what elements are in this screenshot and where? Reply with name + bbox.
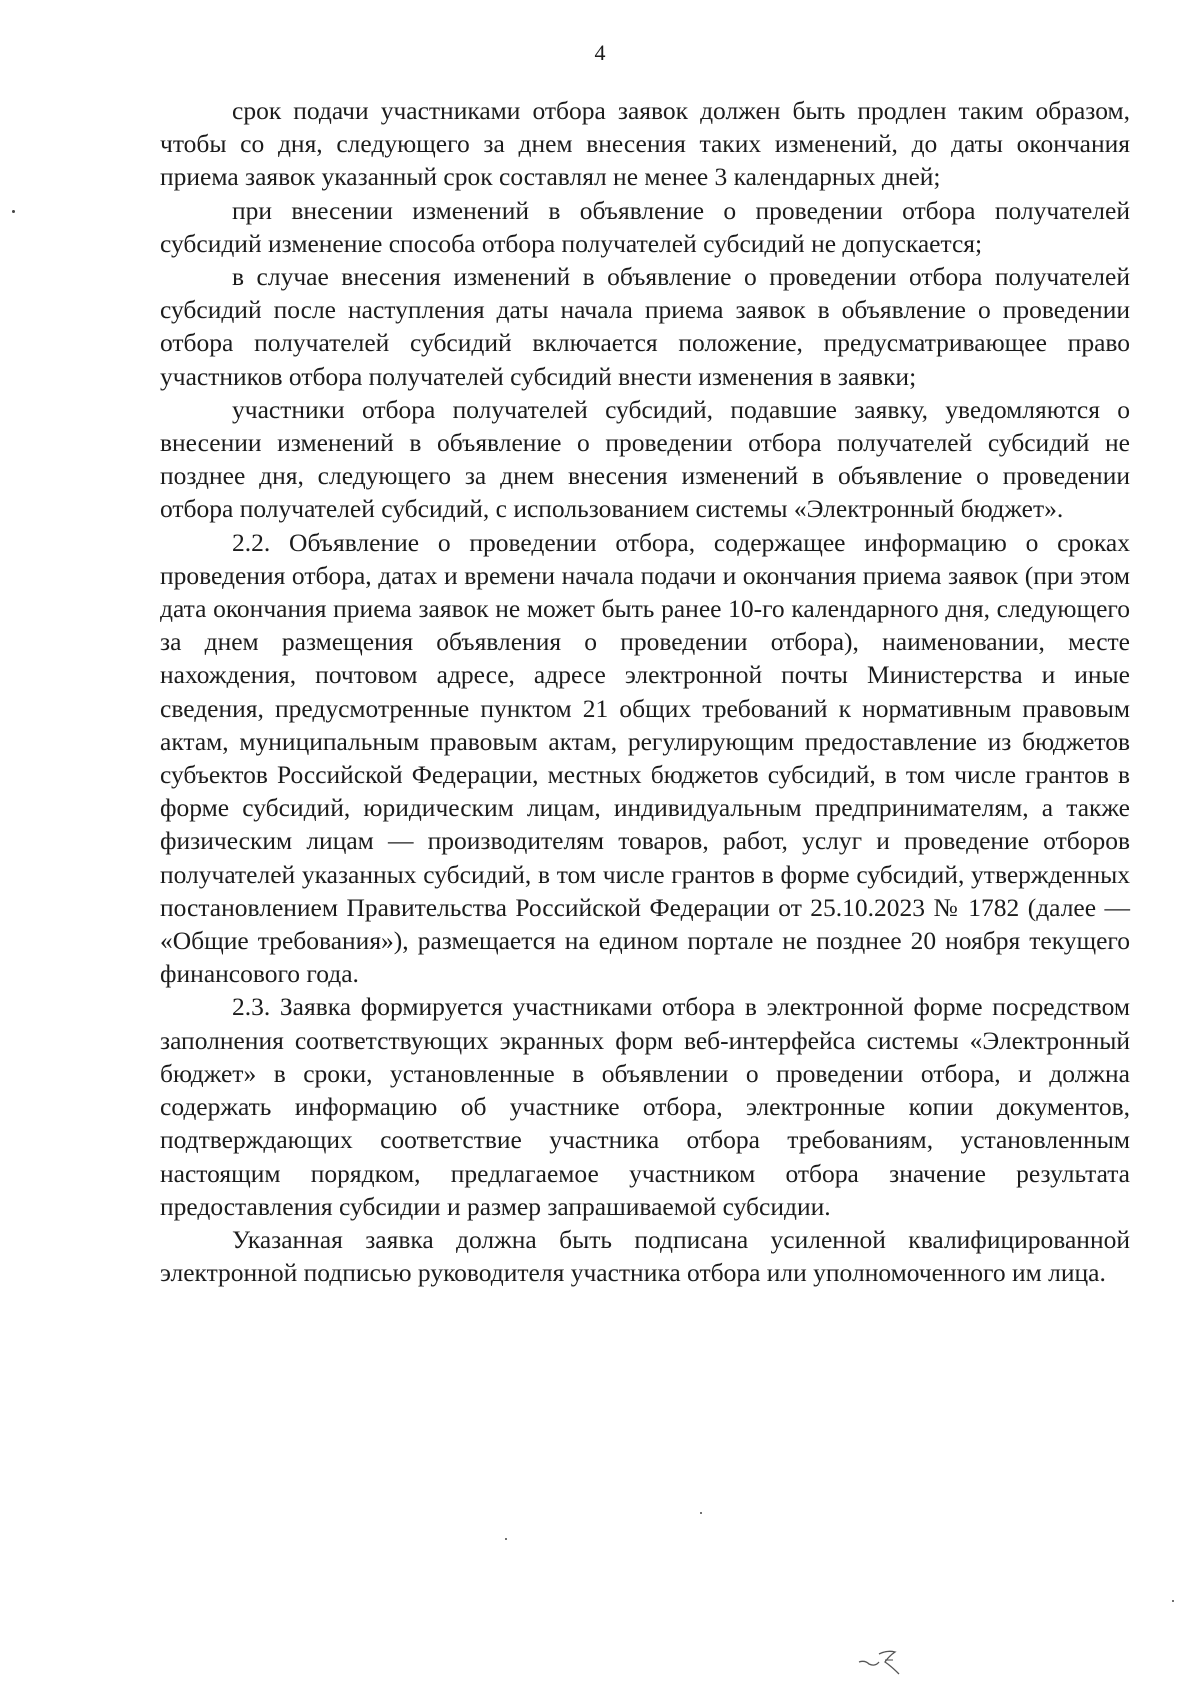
paragraph-section-2-2: 2.2. Объявление о проведении отбора, содержащее информацию о сроках проведения отбора, датах и времени начала подачи и окончания приема заявок (при этом дата окончания приема заявок не может быть ранее 10-го календарного дня, следующего за днем размещения объявления о проведении отбора), наименовании, месте нахождения, почтовом адресе, адресе электронной почты Министерства и иные сведения, предусмотренные пунктом 21 общих требований к нормативным правовым актам, муниципальным правовым актам, регулирующим предоставление из бюджетов субъектов Российской Федерации, местных бюджетов субсидий, в том числе грантов в форме субсидий, юридическим лицам, индивидуальным предпринимателям, а также физическим лицам — производителям товаров, работ, услуг и проведение отборов получателей указанных субсидий, в том числе грантов в форме субсидий, утвержденных постановлением Правительства Российской Федерации от 25.10.2023 № 1782 (далее — «Общие требования»), размещается на едином портале не позднее 20 ноября текущего финансового года.	[160, 527, 1130, 989]
paragraph-application-deadline-extension: срок подачи участниками отбора заявок должен быть продлен таким образом, чтобы со дня, следующего за днем внесения таких изменений, до даты окончания приема заявок указанный срок составлял не менее 3 календарных дней;	[160, 96, 1130, 192]
scan-speck	[700, 1512, 702, 1514]
scan-speck	[1172, 1600, 1174, 1602]
paragraph-participant-notification: участники отбора получателей субсидий, подавшие заявку, уведомляются о внесении изменений в объявление о проведении отбора получателей субсидий не позднее дня, следующего за днем внесения изменений в объявление о проведении отбора получателей субсидий, с использованием системы «Электронный бюджет».	[160, 394, 1130, 524]
paragraph-amendments-after-start: в случае внесения изменений в объявление о проведении отбора получателей субсидий после наступления даты начала приема заявок в объявление о проведении отбора получателей субсидий включается положение, предусматривающее право участников отбора получателей субсидий внести изменения в заявки;	[160, 262, 1130, 391]
paragraph-section-2-3: 2.3. Заявка формируется участниками отбора в электронной форме посредством заполнения соответствующих экранных форм веб-интерфейса системы «Электронный бюджет» в сроки, установленные в объявлении о проведении отбора, и должна содержать информацию об участнике отбора, электронные копии документов, подтверждающих соответствие участника отбора требованиям, установленным настоящим порядком, предлагаемое участником отбора значение результата предоставления субсидии и размер запрашиваемой субсидии.	[160, 992, 1130, 1221]
initials-signature	[855, 1640, 915, 1680]
scan-speck	[12, 210, 15, 213]
paragraph-selection-method-change: при внесении изменений в объявление о проведении отбора получателей субсидий изменение способа отбора получателей субсидий не допускается;	[160, 195, 1130, 258]
document-body	[160, 94, 1130, 1289]
paragraph-application-signature: Указанная заявка должна быть подписана усиленной квалифицированной электронной подписью руководителя участника отбора или уполномоченного им лица.	[160, 1224, 1130, 1288]
page-number: 4	[594, 40, 606, 65]
scan-speck	[505, 1538, 507, 1540]
